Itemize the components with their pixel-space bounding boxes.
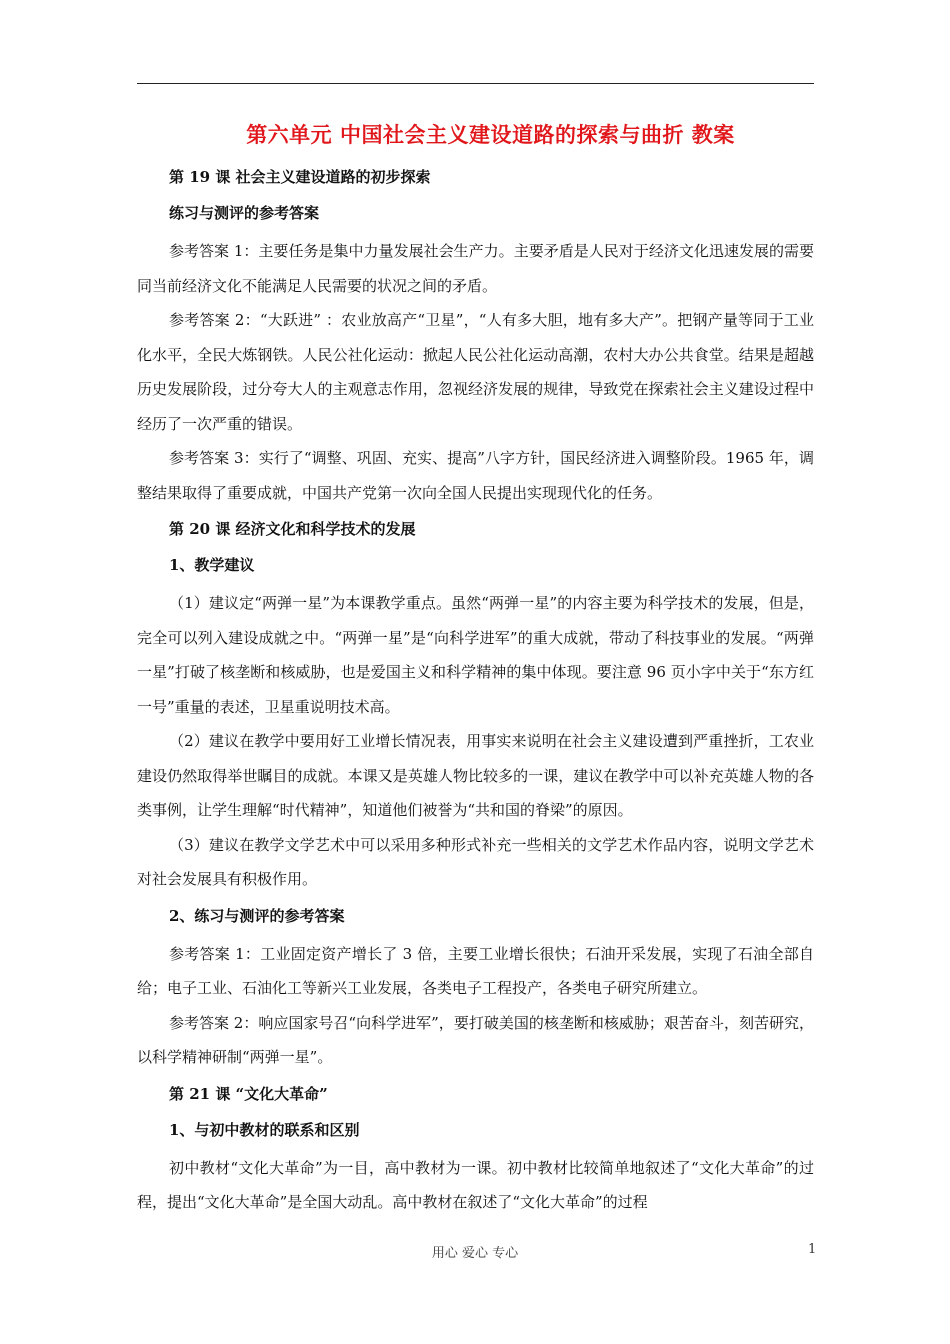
paragraph: 参考答案 2：响应国家号召“向科学进军”，要打破美国的核垄断和核威胁；艰苦奋斗，刻苦研究，以科学精神研制“两弹一星”。 xyxy=(137,1013,814,1066)
lesson-19-subheading: 练习与测评的参考答案 xyxy=(169,204,320,222)
paragraph: （1）建议定“两弹一星”为本课教学重点。虽然“两弹一星”的内容主要为科学技术的发展，但是，完全可以列入建设成就之中。“两弹一星”是“向科学进军”的重大成就，带动了科技事业的发展。“两弹一星”打破了核垄断和核威胁，也是爱国主义和科学精神的集中体现。要注意 96 页小字中关于“东方红一号”重量的表述，卫星重说明技术高。 xyxy=(137,594,814,716)
header-rule xyxy=(137,83,814,84)
lesson-21-subheading-1: 1、与初中教材的联系和区别 xyxy=(169,1120,360,1139)
paragraph: 参考答案 1：主要任务是集中力量发展社会生产力。主要矛盾是人民对于经济文化迅速发展的需要同当前经济文化不能满足人民需要的状况之间的矛盾。 xyxy=(137,242,814,295)
lesson-20-subheading-2: 2、练习与测评的参考答案 xyxy=(169,906,345,925)
page-title: 第六单元 中国社会主义建设道路的探索与曲折 教案 xyxy=(246,122,735,147)
paragraph: （3）建议在教学文学艺术中可以采用多种形式补充一些相关的文学艺术作品内容，说明文学艺术对社会发展具有积极作用。 xyxy=(137,835,814,888)
paragraph: （2）建议在教学中要用好工业增长情况表，用事实来说明在社会主义建设遭到严重挫折，工农业建设仍然取得举世瞩目的成就。本课又是英雄人物比较多的一课，建议在教学中可以补充英雄人物的各类事例，让学生理解“时代精神”，知道他们被誉为“共和国的脊梁”的原因。 xyxy=(137,732,814,819)
paragraph: 参考答案 3：实行了“调整、巩固、充实、提高”八字方针，国民经济进入调整阶段。1965 年，调整结果取得了重要成就，中国共产党第一次向全国人民提出实现现代化的任务。 xyxy=(137,449,814,502)
lesson-20-heading: 第 20 课 经济文化和科学技术的发展 xyxy=(169,520,416,538)
lesson-20-subheading-1: 1、教学建议 xyxy=(169,556,255,574)
lesson-19-heading: 第 19 课 社会主义建设道路的初步探索 xyxy=(169,168,431,186)
paragraph: 初中教材“文化大革命”为一目，高中教材为一课。初中教材比较简单地叙述了“文化大革命”的过程，提出“文化大革命”是全国大动乱。高中教材在叙述了“文化大革命”的过程 xyxy=(137,1158,814,1211)
page-footer: 用心 爱心 专心 xyxy=(431,1246,519,1261)
document-body xyxy=(137,116,814,1220)
paragraph: 参考答案 1：工业固定资产增长了 3 倍，主要工业增长很快；石油开采发展，实现了石油全部自给；电子工业、石油化工等新兴工业发展，各类电子工程投产，各类电子研究所建立。 xyxy=(137,944,814,997)
lesson-21-heading: 第 21 课 “文化大革命” xyxy=(169,1084,328,1103)
paragraph: 参考答案 2：“大跃进” ：农业放高产“卫星”，“人有多大胆，地有多大产”。把钢产量等同于工业化水平，全民大炼钢铁。人民公社化运动：掀起人民公社化运动高潮，农村大办公共食堂。结果是超越历史发展阶段，过分夸大人的主观意志作用，忽视经济发展的规律，导致党在探索社会主义建设过程中经历了一次严重的错误。 xyxy=(137,311,814,433)
page-number: 1 xyxy=(808,1242,817,1257)
